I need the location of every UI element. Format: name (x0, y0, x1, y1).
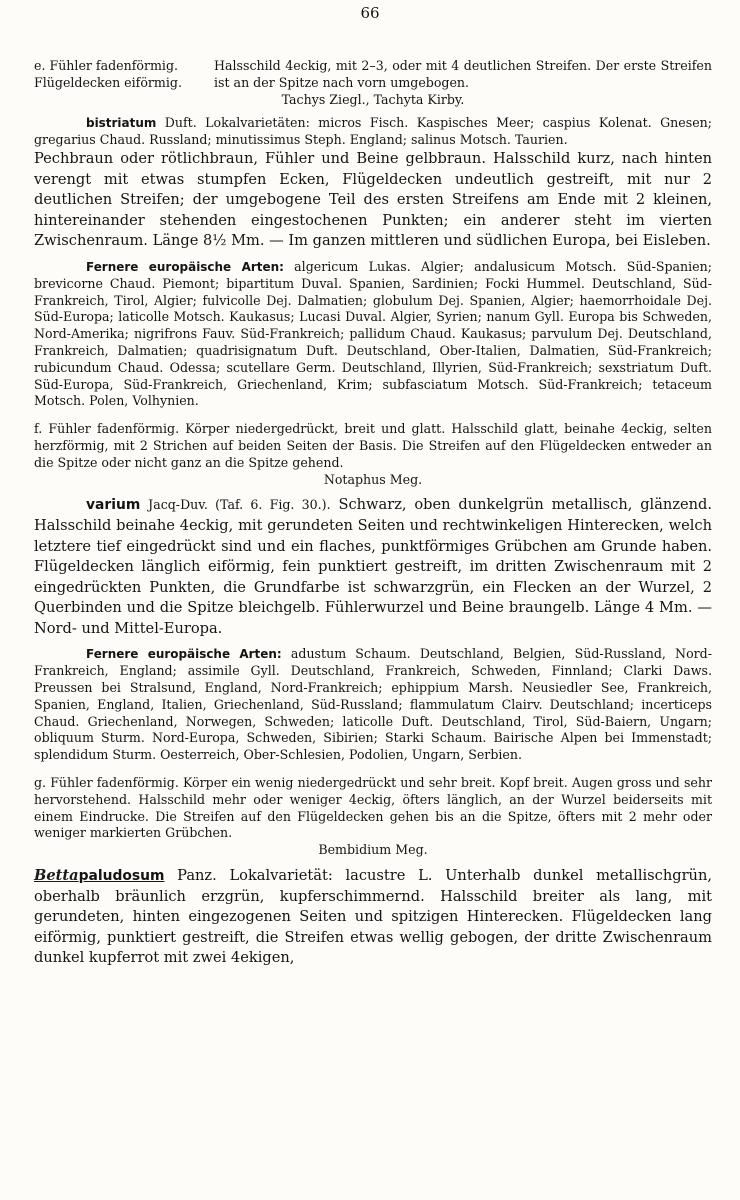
species-name: varium (86, 497, 141, 514)
further-species-list (34, 646, 712, 764)
handwritten-note: Betta (34, 867, 79, 885)
species-bistriatum (34, 115, 712, 149)
page-content (34, 58, 712, 969)
key-e-body: Halsschild 4eckig, mit 2–3, oder mit 4 deutlichen Streifen. Der erste Streifen ist an der Spitze nach vorn umgebogen. (214, 58, 712, 90)
key-g: g. Fühler fadenförmig. Körper ein wenig niedergedrückt und sehr breit. Kopf breit. Augen gross und sehr hervorstehend. Halsschild mehr oder weniger 4eckig, öfters länglich, an der Wurzel beiderseits mit einem Eindrucke. Die Streifen auf den Flügeldecken gehen bis an die Spitze, öfters mit 2 mehr oder weniger markierten Grübchen. (34, 775, 712, 841)
species-description: Pechbraun oder rötlichbraun, Fühler und Beine gelbbraun. Halsschild kurz, nach hinten verengt mit etwas stumpfen Ecken, Flügeldecken undeutlich gestreift, mit nur 2 deutlichen Streifen; der umgebogene Teil des ersten Streifens am Ende mit 2 kleinen, hintereinander stehenden eingestochenen Punkten; ein anderer steht im vierten Zwischenraum. Länge 8½ Mm. — Im ganzen mittleren und südlichen Europa, bei Eisleben. (34, 149, 712, 250)
species-name: bistriatum (86, 116, 157, 131)
species-name: paludosum (78, 868, 165, 885)
species-varieties: Duft. Lokalvarietäten: micros Fisch. Kaspisches Meer; caspius Kolenat. Gnesen; gregarius Chaud. Russland; minutissimus Steph. England; salinus Motsch. Taurien. (34, 115, 712, 148)
further-species-body: algericum Lukas. Algier; andalusicum Motsch. Süd-Spanien; brevicorne Chaud. Piemont; bipartitum Duval. Spanien, Sardinien; Focki Hummel. Deutschland, Süd-Frankreich, Tirol, Algier; fulvicolle Dej. Dalmatien; globulum Dej. Spanien, Algier; haemorrhoidale Dej. Süd-Europa; laticolle Motsch. Kaukasus; Lucasi Duval. Algier, Syrien; nanum Gyll. Europa bis Schweden, Nord-Amerika; nigrifrons Fauv. Süd-Frankreich; pallidum Chaud. Kaukasus; parvulum Dej. Deutschland, Frankreich, Dalmatien; quadrisignatum Duft. Deutschland, Ober-Italien, Dalmatien, Süd-Frankreich; rubicundum Chaud. Odessa; scutellare Germ. Deutschland, Illyrien, Süd-Frankreich; sexstriatum Duft. Süd-Europa, Süd-Frankreich, Griechenland, Krim; subfasciatum Motsch. Süd-Frankreich; tetaceum Motsch. Polen, Volhynien. (34, 258, 712, 409)
species-varium (34, 495, 712, 639)
species-description: Panz. Lokalvarietät: lacustre L. Unterhalb dunkel metallischgrün, oberhalb bräunlich erzgrün, kupferschimmernd. Halsschild breiter als lang, mit gerundeten, hinten eingezogenen Seiten und spitzigen Hinterecken. Flügeldecken lang eiförmig, punktiert gestreift, die Streifen etwas wellig gebogen, der dritte Zwischenraum dunkel kupferrot mit zwei 4ekigen, (34, 867, 712, 967)
species-paludosum (34, 866, 712, 969)
further-species-body: adustum Schaum. Deutschland, Belgien, Süd-Russland, Nord-Frankreich, England; assimile Gyll. Deutschland, Frankreich, Schweden, Finnland; Clarki Daws. Preussen bei Stralsund, England, Nord-Frankreich; ephippium Marsh. Neusiedler See, Frankreich, Spanien, England, Italien, Griechenland, Süd-Russland; flammulatum Clairv. Deutschland; incerticeps Chaud. Griechenland, Norwegen, Schweden; laticolle Duft. Deutschland, Tirol, Süd-Baiern, Ungarn; obliquum Sturm. Nord-Europa, Schweden, Sibirien; Starki Schaum. Bairische Alpen bei Immenstadt; splendidum Sturm. Oesterreich, Ober-Schlesien, Podolien, Ungarn, Serbien. (34, 646, 712, 763)
page-number: 66 (360, 4, 380, 22)
further-species-list (34, 259, 712, 410)
key-e-label: e. Fühler fadenförmig. Flügeldecken eiförmig. (34, 58, 182, 90)
species-description: Schwarz, oben dunkelgrün metallisch, glänzend. Halsschild beinahe 4eckig, mit gerundeten Seiten und rechtwinkeligen Hinterecken, welch letztere tief eingedrückt sind und ein flaches, punktförmiges Grübchen am Grunde haben. Flügeldecken länglich eiförmig, fein punktiert gestreift, im dritten Zwischenraum mit 2 eingedrückten Punkten, die Grundfarbe ist schwarzgrün, ein Flecken an der Wurzel, 2 Querbinden und die Spitze bleichgelb. Fühlerwurzel und Beine braungelb. Länge 4 Mm. — Nord- und Mittel-Europa. (34, 496, 713, 637)
further-species-label: Fernere europäische Arten: (86, 647, 282, 662)
key-f: f. Fühler fadenförmig. Körper niedergedrückt, breit und glatt. Halsschild glatt, beinahe 4eckig, selten herzförmig, mit 2 Strichen auf beiden Seiten der Basis. Die Streifen auf den Flügeldecken entweder an die Spitze oder nicht ganz an die Spitze gehend. (34, 421, 712, 470)
species-author: Jacq-Duv. (Taf. 6. Fig. 30.). (148, 497, 331, 513)
genus-bembidium: Bembidium Meg. (318, 842, 428, 858)
key-e (34, 58, 712, 92)
genus-notaphus: Notaphus Meg. (323, 471, 423, 487)
genus-tachys: Tachys Ziegl., Tachyta Kirby. (281, 91, 465, 107)
further-species-label: Fernere europäische Arten: (86, 259, 284, 274)
